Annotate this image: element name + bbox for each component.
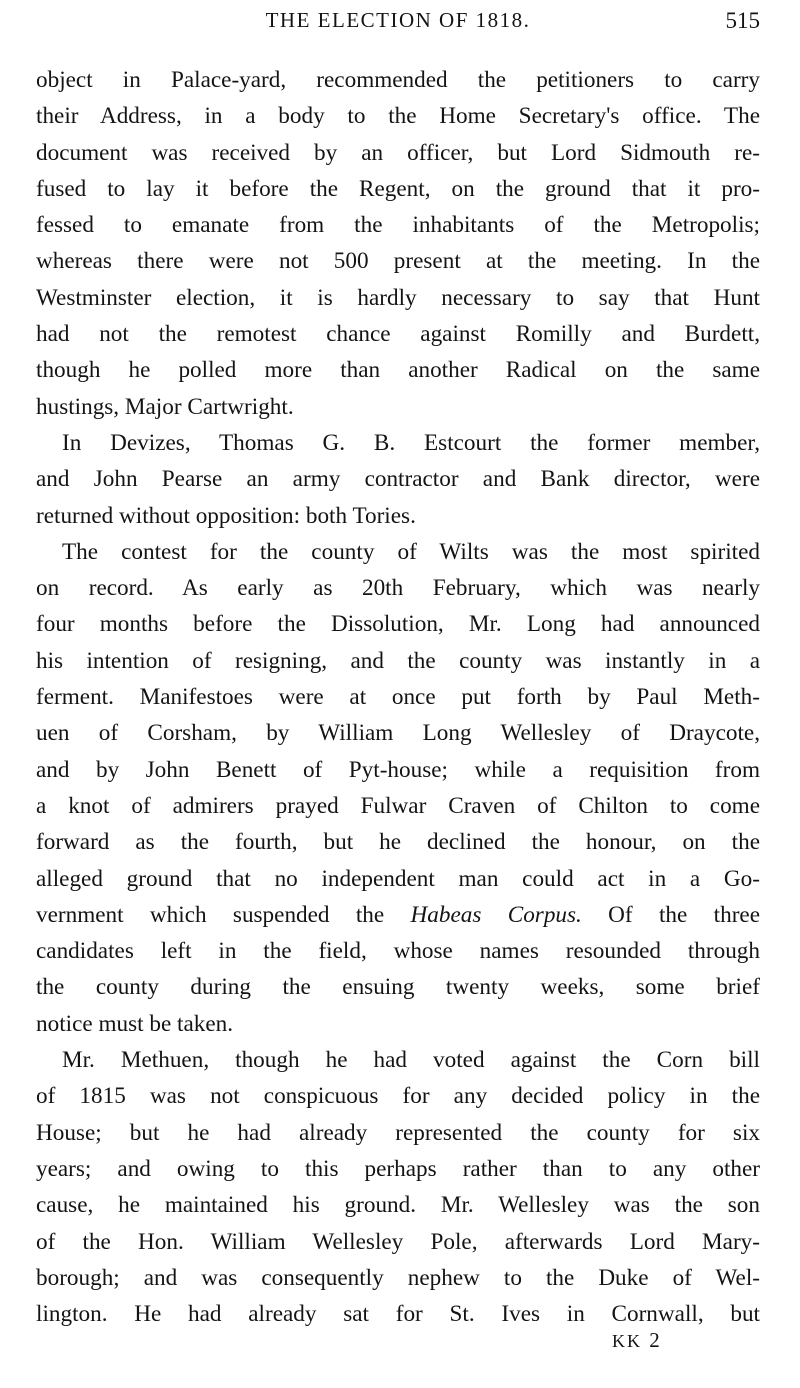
text-line: his intention of resigning, and the county was instantly in a xyxy=(36,647,760,674)
text-line: whereas there were not 500 present at the meeting. In the xyxy=(36,248,760,275)
text-line: years; and owing to this perhaps rather than to any other xyxy=(36,1155,760,1182)
text-line: alleged ground that no independent man could act in a Go- xyxy=(36,865,760,892)
text-line: fused to lay it before the Regent, on the ground that it pro- xyxy=(36,175,760,202)
text-line: notice must be taken. xyxy=(36,1010,234,1037)
text-line: cause, he maintained his ground. Mr. Wellesley was the son xyxy=(36,1192,760,1219)
text-line: of the Hon. William Wellesley Pole, afterwards Lord Mary- xyxy=(36,1228,760,1255)
text-line: and John Pearse an army contractor and Bank director, were xyxy=(36,466,760,493)
text-line: candidates left in the field, whose names resounded through xyxy=(36,938,760,965)
signature-mark xyxy=(612,1328,662,1353)
text-line: fessed to emanate from the inhabitants of the Metropolis; xyxy=(36,212,760,239)
text-line: lington. He had already sat for St. Ives in Cornwall, but xyxy=(36,1301,760,1328)
text-line: Westminster election, it is hardly necessary to say that Hunt xyxy=(36,284,760,311)
text-line: a knot of admirers prayed Fulwar Craven of Chilton to come xyxy=(36,792,760,819)
signature-number: 2 xyxy=(649,1328,662,1352)
text-line: had not the remotest chance against Romilly and Burdett, xyxy=(36,321,760,348)
text-line: four months before the Dissolution, Mr. Long had announced xyxy=(36,611,760,638)
paragraph-start-line: In Devizes, Thomas G. B. Estcourt the former member, xyxy=(62,429,760,456)
italic-phrase: Habeas Corpus. xyxy=(410,901,582,928)
text-line: though he polled more than another Radical on the same xyxy=(36,357,760,384)
text-line: House; but he had already represented the county for six xyxy=(36,1119,760,1146)
paragraph-start-line: Mr. Methuen, though he had voted against the Corn bill xyxy=(62,1047,760,1074)
body-text xyxy=(36,62,760,1332)
text-line: returned without opposition: both Tories. xyxy=(36,502,416,529)
running-head xyxy=(36,8,760,42)
text-line: document was received by an officer, but Lord Sidmouth re- xyxy=(36,139,760,166)
paragraph-start-line: The contest for the county of Wilts was the most spirited xyxy=(62,538,760,565)
text-line: borough; and was consequently nephew to the Duke of Wel- xyxy=(36,1264,760,1291)
text-line: hustings, Major Cartwright. xyxy=(36,393,294,420)
text-line: their Address, in a body to the Home Secretary's office. The xyxy=(36,103,760,130)
text-line: forward as the fourth, but he declined the honour, on the xyxy=(36,829,760,856)
text-line: ferment. Manifestoes were at once put forth by Paul Meth- xyxy=(36,684,760,711)
text-fragment: Of the three xyxy=(608,901,760,928)
text-line-with-italic xyxy=(36,897,760,933)
text-fragment: vernment which suspended the xyxy=(36,901,385,928)
text-line: uen of Corsham, by William Long Wellesley of Draycote, xyxy=(36,720,760,747)
page-number: 515 xyxy=(725,8,760,33)
signature-letters: KK xyxy=(612,1331,642,1351)
text-line: and by John Benett of Pyt-house; while a requisition from xyxy=(36,756,760,783)
text-line: on record. As early as 20th February, which was nearly xyxy=(36,575,760,602)
text-line: of 1815 was not conspicuous for any decided policy in the xyxy=(36,1083,760,1110)
text-line: the county during the ensuing twenty weeks, some brief xyxy=(36,974,760,1001)
text-line: object in Palace-yard, recommended the petitioners to carry xyxy=(36,67,760,93)
running-title: THE ELECTION OF 1818. xyxy=(265,8,531,32)
